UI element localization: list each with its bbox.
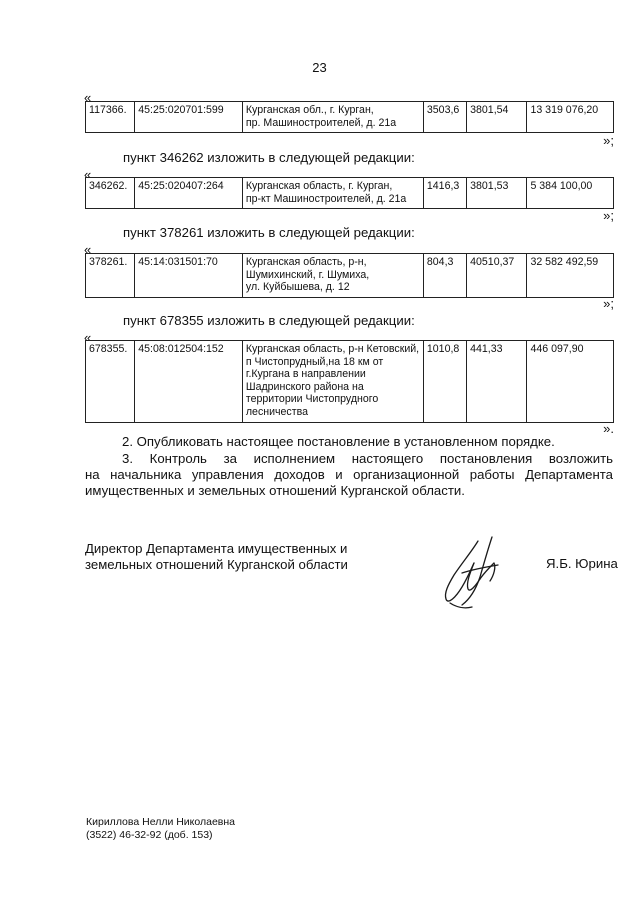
area-value: 1416,3 — [423, 178, 466, 209]
data-table-row-4 — [85, 340, 614, 423]
address-line: г.Кургана в направлении — [245, 368, 366, 381]
row-number: 117366. — [86, 102, 135, 133]
cadastral-value: 446 097,90 — [527, 341, 614, 423]
rate-value: 3801,54 — [467, 102, 527, 133]
rate-value: 441,33 — [467, 341, 527, 423]
close-quote: ». — [603, 421, 614, 436]
address-line: территории Чистопрудного — [245, 393, 379, 406]
executor-phone: (3522) 46-32-92 (доб. 153) — [86, 829, 213, 841]
data-table-row-2 — [85, 177, 614, 209]
open-quote: « — [84, 90, 92, 105]
cadastral-value: 32 582 492,59 — [527, 254, 614, 298]
address-line: Курганская обл., г. Курган, — [245, 104, 374, 116]
point-3-line-3: имущественных и земельных отношений Курганской области. — [85, 483, 465, 498]
cadastral-value: 13 319 076,20 — [527, 102, 614, 133]
open-quote: « — [84, 242, 92, 257]
data-table-row-1 — [85, 101, 614, 133]
address-line: Курганская область, р-н, — [245, 256, 367, 268]
area-value: 3503,6 — [423, 102, 466, 133]
row-number: 678355. — [86, 341, 135, 423]
cadastral-number: 45:25:020407:264 — [135, 178, 243, 209]
address-line: п Чистопрудный,на 18 км от — [245, 355, 384, 368]
data-table-row-3 — [85, 253, 614, 298]
cadastral-number: 45:25:020701:599 — [135, 102, 243, 133]
rate-value: 40510,37 — [467, 254, 527, 298]
open-quote: « — [84, 167, 92, 182]
rate-value: 3801,53 — [467, 178, 527, 209]
area-value: 804,3 — [423, 254, 466, 298]
close-quote: »; — [603, 133, 614, 148]
address-line: пр. Машиностроителей, д. 21а — [245, 116, 397, 129]
row-number: 378261. — [86, 254, 135, 298]
address-line: Курганская область, р-н Кетовский, — [245, 343, 420, 355]
address-cell — [242, 178, 423, 209]
address-line: пр-кт Машиностроителей, д. 21а — [245, 192, 407, 205]
address-line: ул. Куйбышева, д. 12 — [245, 281, 350, 294]
close-quote: »; — [603, 296, 614, 311]
page-number: 23 — [312, 60, 327, 75]
cadastral-number: 45:14:031501:70 — [135, 254, 243, 298]
close-quote: »; — [603, 208, 614, 223]
signer-name: Я.Б. Юрина — [546, 556, 618, 571]
point-2: 2. Опубликовать настоящее постановление в установленном порядке. — [122, 434, 555, 449]
item-intro: пункт 346262 изложить в следующей редакции: — [123, 150, 415, 165]
area-value: 1010,8 — [423, 341, 466, 423]
row-number: 346262. — [86, 178, 135, 209]
signer-title-line-1: Директор Департамента имущественных и — [85, 541, 348, 556]
address-line: Курганская область, г. Курган, — [245, 180, 393, 192]
signer-title-line-2: земельных отношений Курганской области — [85, 557, 348, 572]
executor-name: Кириллова Нелли Николаевна — [86, 816, 236, 828]
point-3-line-2: на начальника управления доходов и организационной работы Департамента — [85, 467, 613, 482]
cadastral-value: 5 384 100,00 — [527, 178, 614, 209]
address-cell — [242, 341, 423, 423]
address-line: лесничества — [245, 405, 308, 418]
cadastral-number: 45:08:012504:152 — [135, 341, 243, 423]
handwritten-signature — [432, 533, 520, 611]
address-line: Шадринского района на — [245, 380, 364, 393]
item-intro: пункт 378261 изложить в следующей редакции: — [123, 225, 415, 240]
point-3-line-1: 3. Контроль за исполнением настоящего постановления возложить — [122, 451, 613, 466]
address-cell — [242, 102, 423, 133]
open-quote: « — [84, 330, 92, 345]
address-cell — [242, 254, 423, 298]
item-intro: пункт 678355 изложить в следующей редакции: — [123, 313, 415, 328]
address-line: Шумихинский, г. Шумиха, — [245, 268, 370, 281]
